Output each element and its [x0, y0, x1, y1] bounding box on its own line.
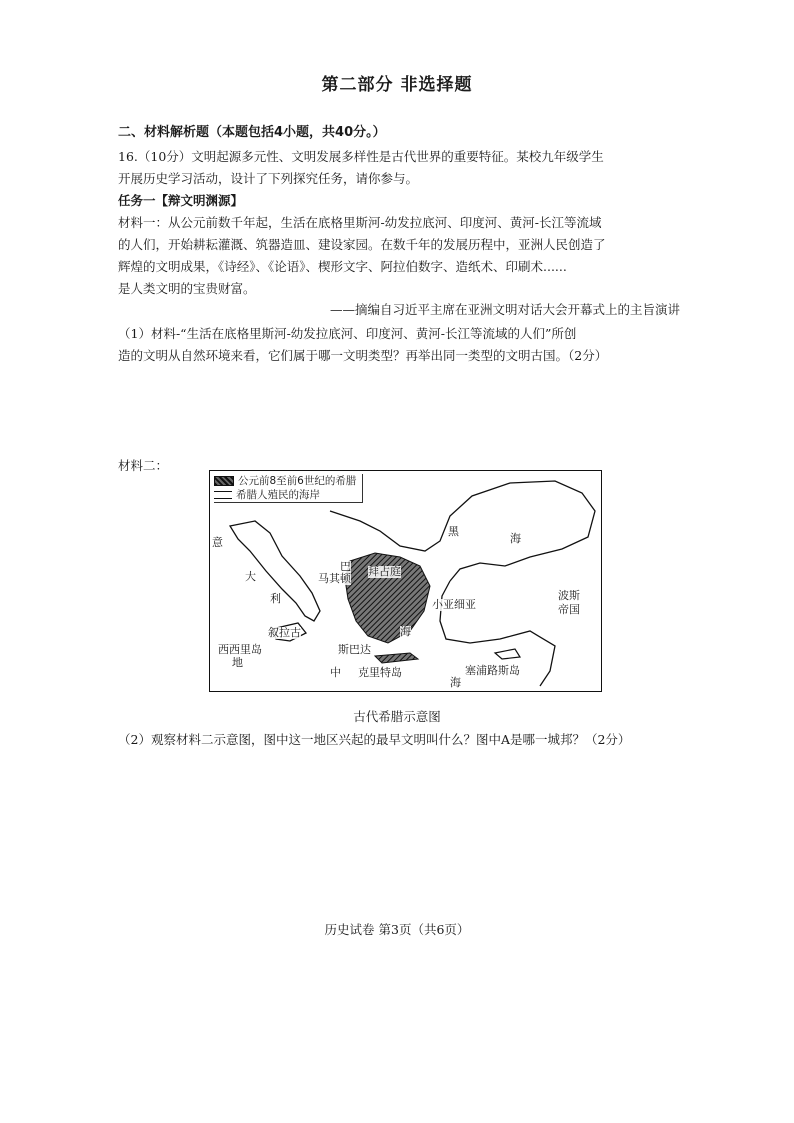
map-drawing — [210, 471, 600, 690]
map-label-hai-med: 海 — [450, 676, 461, 689]
material-1-line: 是人类文明的宝贵财富。 — [118, 281, 256, 296]
map-label-macedonia: 马其顿 — [318, 572, 351, 585]
material-1-line: 的人们，开始耕耘灌溉、筑器造皿、建设家园。在数千年的发展历程中，亚洲人民创造了 — [118, 237, 606, 252]
material-2-label: 材料二： — [118, 458, 169, 473]
material-1-line: 材料一：从公元前数千年起，生活在底格里斯河-幼发拉底河、印度河、黄河-长江等流域 — [118, 215, 602, 230]
question-1-line: 造的文明从自然环境来看，它们属于哪一文明类型？再举出同一类型的文明古国。（2分） — [118, 348, 608, 363]
crete-island — [375, 653, 418, 663]
question-16-line: 16.（10分）文明起源多元性、文明发展多样性是古代世界的重要特征。某校九年级学生 — [118, 149, 604, 164]
question-2: （2）观察材料二示意图，图中这一地区兴起的最早文明叫什么？图中A是哪一城邦？（2分） — [118, 732, 631, 747]
legend-swatch-line — [214, 491, 232, 499]
section-heading: 二、材料解析题（本题包括4小题，共40分。） — [118, 125, 386, 140]
map-label-sparta: 斯巴达 — [338, 643, 371, 656]
page-title: 第二部分 非选择题 — [321, 75, 473, 95]
map-caption: 古代希腊示意图 — [353, 709, 441, 724]
legend-label: 希腊人殖民的海岸 — [236, 489, 320, 501]
map-label-sicily: 西西里岛 — [218, 643, 262, 656]
map-label-yi: 意 — [212, 536, 223, 549]
legend-label: 公元前8至前6世纪的希腊 — [238, 475, 357, 487]
question-16-line: 开展历史学习活动，设计了下列探究任务，请你参与。 — [118, 171, 419, 186]
map-label-zhong: 中 — [330, 666, 341, 679]
cyprus-island — [495, 649, 520, 659]
legend-swatch-fill — [214, 476, 234, 486]
map-label-hai-black: 海 — [510, 532, 521, 545]
legend-entry-coast — [214, 488, 356, 502]
material-1-source: ——摘编自习近平主席在亚洲文明对话大会开幕式上的主旨演讲 — [330, 302, 681, 317]
page-footer: 历史试卷 第3页（共6页） — [324, 922, 470, 937]
italy-coast — [230, 521, 320, 621]
map-label-byzantium: 拜占庭 — [368, 565, 401, 578]
question-1-line: （1）材料-“生活在底格里斯河-幼发拉底河、印度河、黄河-长江等流域的人们”所创 — [118, 326, 577, 341]
legend-entry-region — [214, 474, 356, 488]
map-legend — [214, 474, 363, 503]
map-label-crete: 克里特岛 — [358, 666, 402, 679]
map-label-asia-minor: 小亚细亚 — [432, 598, 476, 611]
task-1-title: 任务一【辩文明渊源】 — [118, 193, 244, 208]
map-label-di: 地 — [232, 656, 243, 669]
map-label-li: 利 — [270, 592, 281, 605]
question-16-intro — [118, 146, 678, 190]
map-label-da: 大 — [245, 570, 256, 583]
material-1 — [118, 212, 678, 300]
question-1 — [118, 323, 678, 367]
greece-map — [209, 470, 602, 692]
map-label-hai-aegean: 海 — [400, 625, 411, 638]
map-label-cyprus: 塞浦路斯岛 — [465, 664, 520, 677]
map-label-ba: 巴 — [340, 560, 351, 573]
material-1-line: 辉煌的文明成果，《诗经》、《论语》、楔形文字、阿拉伯数字、造纸术、印刷术...... — [118, 259, 567, 274]
map-label-syracuse: 叙拉古 — [268, 626, 301, 639]
map-label-hei: 黑 — [448, 525, 459, 538]
map-label-persia: 波斯帝国 — [558, 589, 580, 616]
